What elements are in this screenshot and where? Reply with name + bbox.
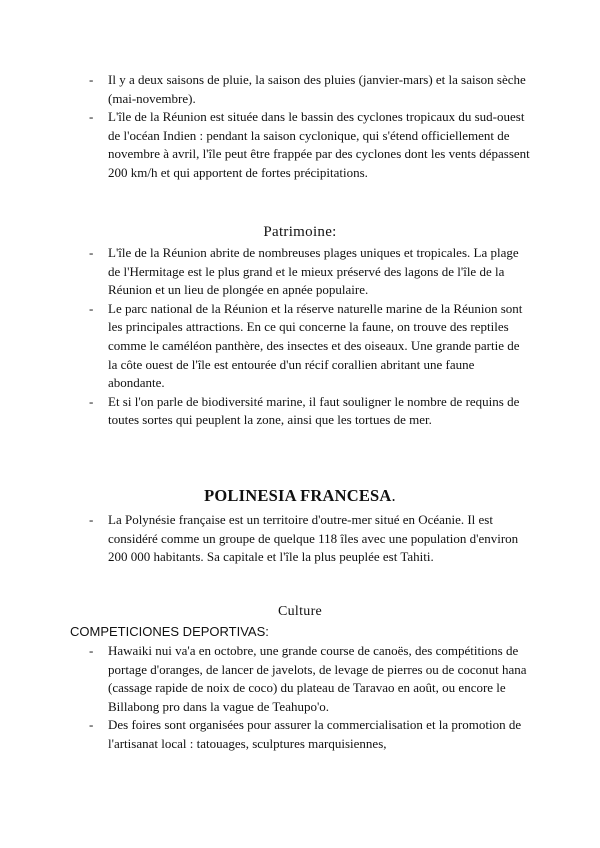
list-item — [0, 642, 600, 716]
culture-list — [0, 642, 600, 754]
patrimoine-heading: Patrimoine: — [263, 224, 337, 240]
list-item-text: L'île de la Réunion est située dans le bassin des cyclones tropicaux du sud-ouest de l'océan Indien : pendant la saison cyclonique, qui s'étend officiellement de novembre à avril, l'île peut être frappée par des cyclones dont les vents dépassent 200 km/h et qui apportent de fortes précipitations. — [108, 109, 530, 180]
list-item-text: Et si l'on parle de biodiversité marine, il faut souligner le nombre de requins de toutes sortes qui peuplent la zone, ainsi que les tortues de mer. — [108, 393, 520, 428]
bullet-dash: - — [89, 109, 94, 125]
list-item — [0, 244, 600, 300]
list-item-text: La Polynésie française est un territoire d'outre-mer situé en Océanie. Il est considéré comme un groupe de quelque 118 îles avec une population d'environ 200 000 habitants. Sa capitale et l'île la plus peuplée est Tahiti. — [108, 512, 519, 565]
climate-list — [0, 71, 600, 183]
bullet-dash: - — [89, 512, 94, 527]
list-item — [0, 71, 600, 108]
list-item — [0, 716, 600, 753]
list-item — [0, 511, 600, 567]
list-item-text: Il y a deux saisons de pluie, la saison des pluies (janvier-mars) et la saison sèche (mai-novembre). — [108, 72, 526, 106]
competitions-subheading: COMPETICIONES DEPORTIVAS: — [70, 624, 269, 639]
list-item — [0, 108, 600, 182]
polinesia-heading — [0, 486, 600, 506]
polinesia-heading-period: . — [391, 486, 396, 505]
polinesia-list — [0, 511, 600, 567]
list-item — [0, 300, 600, 393]
list-item — [0, 393, 600, 430]
bullet-dash: - — [89, 643, 94, 658]
polinesia-heading-text: POLINESIA FRANCESA — [204, 486, 392, 505]
bullet-dash: - — [89, 717, 94, 733]
culture-heading: Culture — [277, 604, 323, 619]
bullet-dash: - — [89, 245, 94, 260]
bullet-dash: - — [89, 72, 94, 87]
patrimoine-list — [0, 244, 600, 430]
list-item-text: L'île de la Réunion abrite de nombreuses plages uniques et tropicales. La plage de l'Hermitage est le plus grand et le mieux préservé des lagons de l'île de la Réunion et un lieu de plongée en apnée populaire. — [108, 245, 519, 298]
bullet-dash: - — [89, 300, 94, 316]
bullet-dash: - — [89, 393, 94, 409]
list-item-text: Hawaiki nui va'a en octobre, une grande course de canoës, des compétitions de portage d'oranges, de lancer de javelots, de levage de pierres ou de coconut hana (cassage rapide de noix de coco) du plateau de Taravao en août, ou encore le Billabong pro dans la vague de Teahupo'o. — [108, 643, 527, 714]
list-item-text: Le parc national de la Réunion et la réserve naturelle marine de la Réunion sont les principales attractions. En ce qui concerne la faune, on trouve des reptiles comme le caméléon panthère, des insectes et des oiseaux. Une grande partie de la côte ouest de l'île est entourée d'un récif corallien abritant une faune abondante. — [108, 300, 523, 391]
list-item-text: Des foires sont organisées pour assurer la commercialisation et la promotion de l'artisanat local : tatouages, sculptures marquisiennes, — [108, 717, 522, 751]
